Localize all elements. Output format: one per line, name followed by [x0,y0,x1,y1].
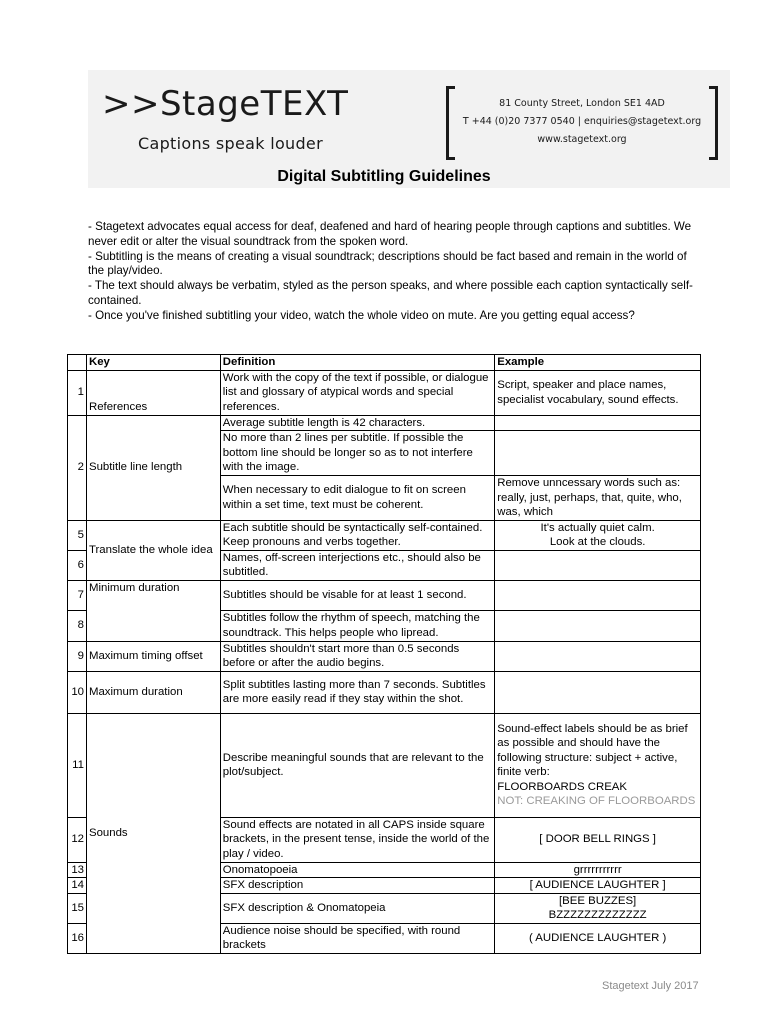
row-key: Minimum duration [86,580,220,641]
row-definition: Average subtitle length is 42 characters. [220,415,494,431]
row-example [495,641,701,671]
row-example [495,415,701,431]
header-num-cell [68,355,87,371]
row-definition: Work with the copy of the text if possible, or dialogue list and glossary of atypical words and special references. [220,370,494,415]
row-definition: Subtitles should be visable for at least 1 second. [220,580,494,610]
example-line: BZZZZZZZZZZZZZ [548,909,647,921]
row-number: 15 [68,893,87,923]
table-row [68,641,701,671]
row-definition: Split subtitles lasting more than 7 seconds. Subtitles are more easily read if they stay within the shot. [220,671,494,713]
row-definition: Onomatopoeia [220,862,494,878]
table-row [68,520,701,550]
row-example [495,713,701,817]
row-number: 7 [68,580,87,610]
row-number: 16 [68,923,87,953]
row-definition: Describe meaningful sounds that are relevant to the plot/subject. [220,713,494,817]
address: 81 County Street, London SE1 4AD [499,98,665,109]
row-key: Maximum duration [86,671,220,713]
row-number: 2 [68,415,87,520]
contact-line: T +44 (0)20 7377 0540 | enquiries@stagetext.org [462,116,702,127]
example-line: FLOORBOARDS CREAK [497,780,628,793]
tagline: Captions speak louder [138,134,323,153]
intro-paragraph: - The text should always be verbatim, styled as the person speaks, and where possible each caption syntactically self-contained. [88,279,693,307]
table-row [68,713,701,817]
row-number: 8 [68,610,87,641]
row-number: 14 [68,878,87,894]
row-example: Script, speaker and place names, specialist vocabulary, sound effects. [495,370,701,415]
example-line: Look at the clouds. [549,536,646,548]
page-title: Digital Subtitling Guidelines [277,168,491,185]
example-line: NOT: CREAKING OF FLOORBOARDS [497,795,696,807]
row-number: 12 [68,817,87,862]
intro-paragraph: - Subtitling is the means of creating a visual soundtrack; descriptions should be fact based and remain in the world of the play/video. [88,249,687,278]
table-header-row [68,355,701,371]
right-bracket-icon [709,86,718,160]
guidelines-table [67,354,701,954]
row-number: 11 [68,713,87,817]
footer-note: Stagetext July 2017 [602,980,699,992]
intro-text [88,220,700,324]
row-example [495,520,701,550]
example-line: Sound-effect labels should be as brief as possible and should have the following structure: subject + active, finite verb: [497,722,688,778]
row-definition: SFX description [220,878,494,894]
row-example: [ AUDIENCE LAUGHTER ] [495,878,701,894]
header-example: Example [495,355,701,371]
table-row [68,580,701,610]
row-definition: Subtitles follow the rhythm of speech, matching the soundtrack. This helps people who lipread. [220,610,494,641]
row-example: Remove unncessary words such as: really, just, perhaps, that, quite, who, was, which [495,476,701,521]
row-definition: Audience noise should be specified, with round brackets [220,923,494,953]
row-number: 10 [68,671,87,713]
row-number: 5 [68,520,87,550]
row-example: [ DOOR BELL RINGS ] [495,817,701,862]
row-definition: SFX description & Onomatopeia [220,893,494,923]
website: www.stagetext.org [537,134,627,145]
row-number: 9 [68,641,87,671]
row-key: Maximum timing offset [86,641,220,671]
row-key: Subtitle line length [86,415,220,520]
row-example [495,671,701,713]
row-definition: Sound effects are notated in all CAPS inside square brackets, in the present tense, inside the world of the play / video. [220,817,494,862]
row-key: References [86,370,220,415]
row-example [495,580,701,610]
header-definition: Definition [220,355,494,371]
example-line: [BEE BUZZES] [559,894,637,907]
intro-paragraph: - Stagetext advocates equal access for deaf, deafened and hard of hearing people through captions and subtitles. We never edit or alter the visual soundtrack from the spoken word. [88,220,692,248]
row-definition: No more than 2 lines per subtitle. If possible the bottom line should be longer so as to not interfere with the image. [220,431,494,476]
table-row [68,370,701,415]
table-row [68,671,701,713]
left-bracket-icon [446,86,455,160]
header-key: Key [86,355,220,371]
row-example [495,431,701,476]
row-example [495,893,701,923]
intro-paragraph: - Once you've finished subtitling your video, watch the whole video on mute. Are you getting equal access? [88,308,635,322]
stagetext-logo: >>StageTEXT [102,84,349,124]
row-example: ( AUDIENCE LAUGHTER ) [495,923,701,953]
row-definition: When necessary to edit dialogue to fit on screen within a set time, text must be coherent. [220,476,494,521]
row-example: grrrrrrrrrrr [495,862,701,878]
row-number: 1 [68,370,87,415]
row-number: 13 [68,862,87,878]
row-number: 6 [68,550,87,580]
row-key: Translate the whole idea [86,520,220,580]
example-line: It's actually quiet calm. [540,521,655,534]
row-definition: Names, off-screen interjections etc., should also be subtitled. [220,550,494,580]
row-definition: Each subtitle should be syntactically self-contained. Keep pronouns and verbs together. [220,520,494,550]
row-definition: Subtitles shouldn't start more than 0.5 seconds before or after the audio begins. [220,641,494,671]
table-row [68,415,701,431]
row-example [495,550,701,580]
row-example [495,610,701,641]
row-key: Sounds [86,713,220,953]
